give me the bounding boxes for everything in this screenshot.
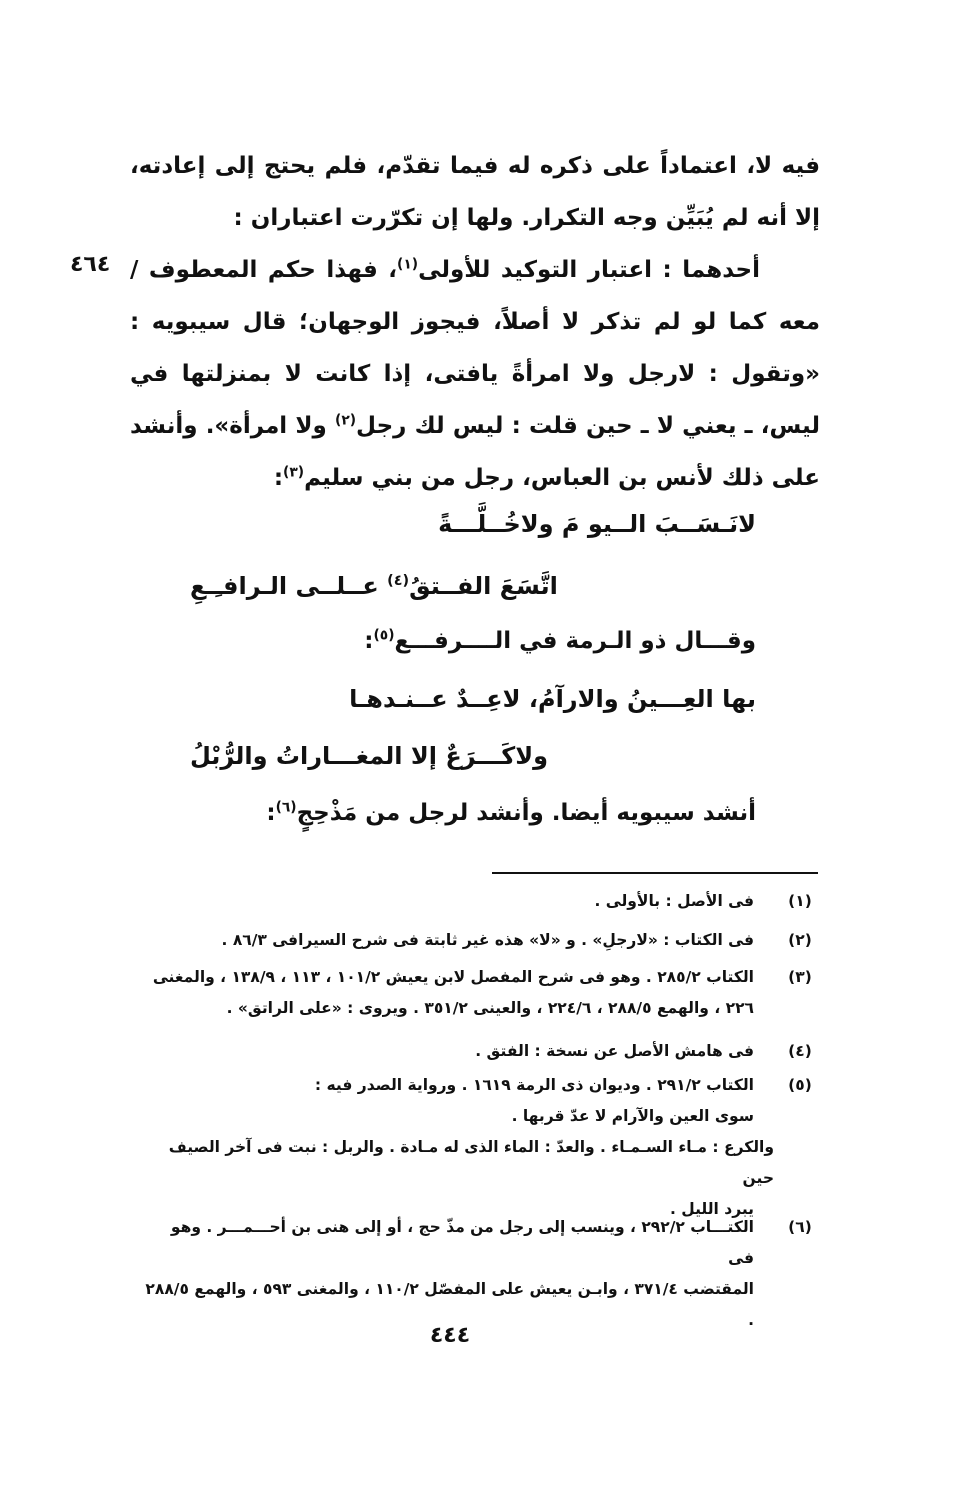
footnote-2 — [140, 925, 820, 956]
verse-line-2-end: عــلــى الـرافـِـعِ — [190, 572, 388, 600]
footnote-marker-2: (٢) — [335, 412, 357, 429]
footnote-text: ٢٢٦ ، والهمع ٢٨٨/٥ ، ٢٢٤/٦ ، والعينى ٣٥١/٢ . ويروى : «على الراتق» . — [226, 999, 754, 1017]
footnote-6 — [140, 1212, 820, 1336]
footnote-text: الكتاب ٢٨٥/٢ . وهو فى شرح المفصل لابن يعيش ١٠١/٢ ، ١١٣ ، ١٣٨/٩ ، والمغنى — [152, 968, 754, 986]
closing-line-colon: : — [266, 800, 276, 826]
closing-line — [266, 800, 756, 826]
verse-line-2-start: اتَّسَعَ الفــتقُ — [409, 572, 558, 600]
paragraph-2-continuation: ولا امرأة». وأنشد على ذلك لأنس بن العباس، رجل من بني سليم — [130, 413, 820, 491]
verse-line-2 — [190, 572, 558, 600]
footnote-text: الكتاب ٢٩١/٢ . وديوان ذى الرمة ١٦١٩ . ورواية الصدر فيه : — [314, 1076, 754, 1094]
paragraph-2-start: أحدهما : اعتبار التوكيد للأولى — [418, 257, 760, 283]
margin-page-reference: ٤٦٤ — [70, 252, 111, 277]
verse-line-1: لانَـسَــبَ الــيو مَ ولاخُــلَّـــةً — [438, 510, 756, 538]
footnote-marker-1: (١) — [397, 256, 419, 273]
footnote-text: سوى العين والآرام لا عدّ قربها . — [511, 1107, 754, 1125]
footnote-number: (٤) — [788, 1042, 812, 1060]
footnote-text: فى الأصل : بالأولى . — [594, 892, 754, 910]
footnote-marker-5: (٥) — [373, 627, 395, 644]
footnote-text: فى هامش الأصل عن نسخة : الفتق . — [475, 1042, 754, 1060]
verse-intro — [364, 628, 756, 654]
footnote-number: (٦) — [788, 1218, 812, 1236]
footnote-marker-4: (٤) — [387, 573, 410, 589]
footnote-marker-6: (٦) — [275, 799, 297, 816]
footnote-4 — [140, 1036, 820, 1067]
footnote-text: والكرع : مـاء السـمـاء . والعدّ : الماء الذى له مـادة . والربل : نبت فى آخر الصيف حين — [168, 1138, 774, 1187]
verse-intro-colon: : — [364, 628, 374, 654]
footnote-1 — [140, 886, 820, 917]
footnote-number: (٢) — [788, 931, 812, 949]
footnote-text: فى الكتاب : «لارجلِ» . و «لا» هذه غير ثابتة فى شرح السيرافى ٨٦/٣ . — [221, 931, 754, 949]
footnote-text: يبرد الليل . — [669, 1200, 754, 1218]
paragraph-1: فيه لا، اعتماداً على ذكره له فيما تقدّم، فلم يحتج إلى إعادته، إلا أنه لم يُبَيِّن وجه التكرار. ولها إن تكرّرت اعتباران : — [130, 153, 820, 231]
footnote-number: (٥) — [788, 1076, 812, 1094]
footnote-5 — [140, 1070, 820, 1225]
paragraph-2 — [130, 244, 820, 504]
footnote-text: الكتـــاب ٢٩٢/٢ ، وينسب إلى رجل من مذّ حج ، أو إلى هنى بن أحـــمـــر . وهو فى — [170, 1218, 754, 1267]
footnote-separator — [492, 872, 818, 874]
footnote-marker-3: (٣) — [283, 464, 305, 481]
paragraph-2-end: : — [273, 465, 284, 491]
verse-line-3: بها العِـــينُ والارآمُ، لاعِــدٌ عــنـدهـا — [349, 685, 756, 713]
footnote-text: المقتضب ٣٧١/٤ ، وابـن يعيش على المفصّل ١١٠/٢ ، والمغنى ٥٩٣ ، والهمع ٢٨٨/٥ . — [145, 1280, 754, 1329]
verse-line-4: ولاكَـــرَعٌ إلا المغـــاراتُ والرُّبْلُ — [190, 742, 549, 770]
footnote-3 — [140, 962, 820, 1024]
closing-line-text: أنشد سيبويه أيضا. وأنشد لرجل من مَذْحِجٍ — [296, 800, 756, 826]
footnote-number: (١) — [788, 892, 812, 910]
page-number: ٤٤٤ — [429, 1323, 471, 1348]
paragraph-2-middle: ، فهذا حكم المعطوف / معه كما لو لم تذكر لا أصلاً، فيجوز الوجهان؛ قال سيبويه : «وتقول : لارجل ولا امرأةً يافتى، إذا كانت لا بمنزلتها في ليس، ـ يعني لا ـ حين قلت : ليس لك رجل — [130, 257, 820, 439]
verse-intro-text: وقـــال ذو الـرمة في الــــرفـــع — [394, 628, 756, 654]
main-text — [130, 140, 820, 504]
footnote-number: (٣) — [788, 968, 812, 986]
